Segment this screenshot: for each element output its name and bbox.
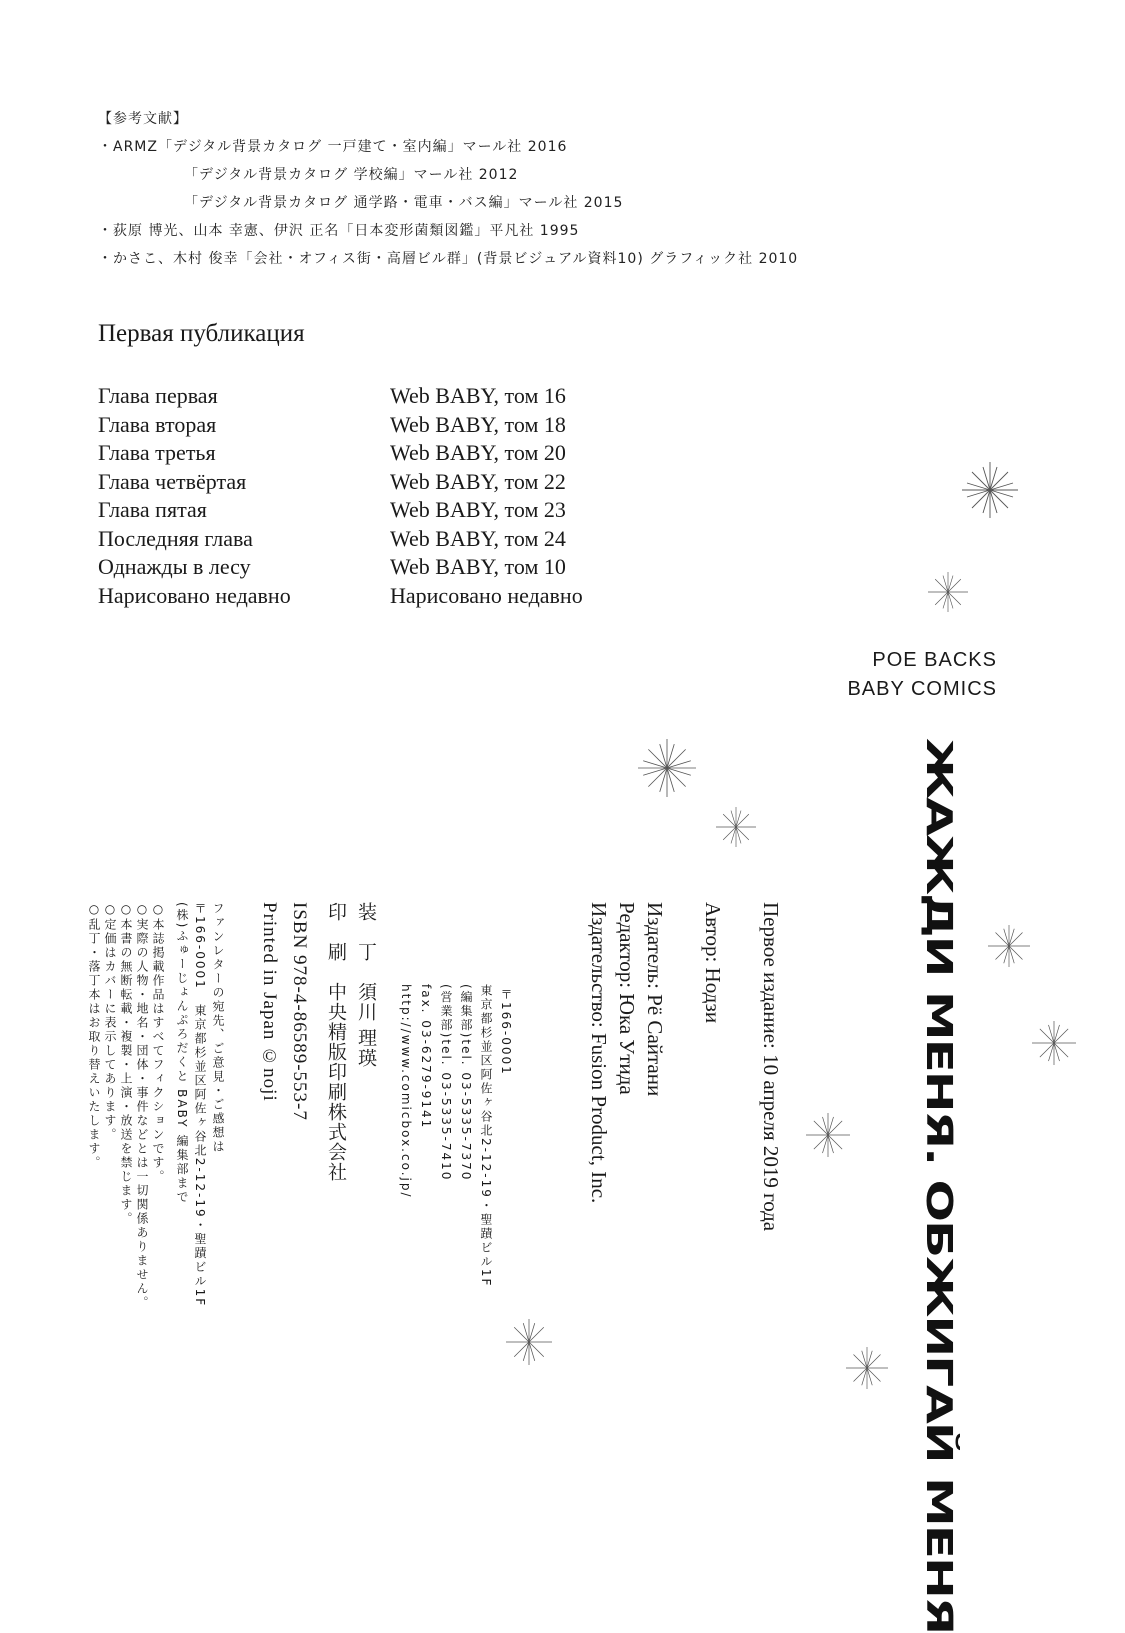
notice-line: ○本誌掲載作品はすべてフィクションです。 — [151, 902, 165, 1184]
chapter-source: Web BABY, том 24 — [390, 525, 566, 551]
reference-item: 「デジタル背景カタログ 通学路・電車・バス編」マール社 2015 — [184, 195, 624, 211]
printing-credit: 印 刷 中央精版印刷株式会社 — [325, 902, 346, 1182]
chapter-name: Глава четвёртая — [98, 468, 247, 494]
chapter-name: Нарисовано недавно — [98, 582, 291, 608]
sparkle-icon — [716, 806, 756, 848]
chapter-source: Нарисовано недавно — [390, 582, 583, 608]
chapter-source: Web BABY, том 18 — [390, 411, 566, 437]
first-publication-heading: Первая публикация — [98, 320, 305, 347]
chapter-source: Web BABY, том 10 — [390, 554, 566, 579]
reference-item: ・ARMZ「デジタル背景カタログ 一戸建て・室内編」マール社 2016 — [98, 139, 568, 155]
chapter-source: Web BABY, том 23 — [390, 497, 566, 522]
address-line: (編集部)tel. 03-5335-7370 — [459, 984, 473, 1182]
printed-in-japan: Printed in Japan ©noji — [259, 902, 280, 1102]
first-edition-date: Первое издание: 10 апреля 2019 года — [759, 902, 783, 1232]
chapter-name: Однажды в лесу — [98, 554, 251, 579]
series-line-2: BABY COMICS — [847, 678, 997, 700]
publication-row — [98, 382, 583, 411]
sparkle-icon — [988, 924, 1030, 968]
address-line: 東京都杉並区阿佐ヶ谷北2-12-19・聖蹟ビル1F — [479, 984, 493, 1288]
publication-row — [98, 411, 583, 440]
chapter-source: Web BABY, том 20 — [390, 440, 566, 465]
chapter-name: Глава третья — [98, 440, 216, 465]
chapter-name: Глава вторая — [98, 411, 217, 437]
notice-line: ○定価はカバーに表示してあります。 — [103, 902, 117, 1142]
fan-letter-line: (株)ふゅーじょんぷろだくと BABY 編集部まで — [175, 902, 189, 1205]
isbn: ISBN 978-4-86589-553-7 — [289, 902, 310, 1121]
publication-row — [98, 582, 583, 611]
notice-line: ○実際の人物・地名・団体・事件などとは一切関係ありません。 — [135, 902, 149, 1310]
notice-line: ○乱丁・落丁本はお取り替えいたします。 — [87, 902, 101, 1170]
references-heading: 【参考文献】 — [98, 111, 188, 127]
editor-credit: Редактор: Юка Утида — [615, 902, 639, 1095]
chapter-name: Последняя глава — [98, 525, 253, 551]
sparkle-icon — [506, 1318, 552, 1366]
notice-line: ○本書の無断転載・複製・上演・放送を禁じます。 — [119, 902, 133, 1226]
chapter-name: Глава первая — [98, 383, 218, 408]
address-line: fax. 03-6279-9141 — [419, 984, 433, 1130]
design-credit: 装 丁 須川 理瑛 — [355, 902, 376, 1068]
address-link: http://www.comicbox.co.jp/ — [399, 984, 413, 1199]
chapter-name: Глава пятая — [98, 497, 207, 522]
sparkle-icon — [928, 570, 968, 614]
address-line: (営業部)tel. 03-5335-7410 — [439, 984, 453, 1182]
sparkle-icon — [962, 462, 1018, 518]
series-label — [847, 646, 997, 704]
series-line-1: POE BACKS — [872, 649, 997, 671]
reference-item: ・かさこ、木村 俊幸「会社・オフィス街・高層ビル群」(背景ビジュアル資料10) グラフィック社 2010 — [98, 251, 799, 267]
publication-row — [98, 439, 583, 468]
publication-row — [98, 553, 583, 582]
publication-row — [98, 468, 583, 497]
reference-item: 「デジタル背景カタログ 学校編」マール社 2012 — [184, 167, 519, 183]
sparkle-icon — [1032, 1020, 1076, 1066]
publishing-house-credit: Издательство: Fusion Product, Inc. — [587, 902, 611, 1204]
references-block — [98, 105, 798, 273]
first-publication-table — [98, 382, 583, 610]
sparkle-icon — [638, 738, 696, 798]
fan-letter-line: 〒166-0001 東京都杉並区阿佐ヶ谷北2-12-19・聖蹟ビル1F — [193, 902, 207, 1308]
publication-row — [98, 525, 583, 554]
book-title: ЖАЖДИ МЕНЯ. ОБЖИГАЙ МЕНЯ — [918, 738, 960, 1633]
address-line: 〒166-0001 — [499, 988, 513, 1076]
author-credit: Автор: Нодзи — [701, 902, 725, 1024]
publisher-credit: Издатель: Рё Сайтани — [643, 902, 667, 1097]
sparkle-icon — [806, 1112, 850, 1158]
sparkle-icon — [846, 1346, 888, 1390]
fan-letter-line: ファンレターの宛先、ご意見・ご感想は — [211, 902, 225, 1154]
reference-item: ・荻原 博光、山本 幸憲、伊沢 正名「日本変形菌類図鑑」平凡社 1995 — [98, 223, 580, 239]
chapter-source: Web BABY, том 16 — [390, 383, 566, 408]
chapter-source: Web BABY, том 22 — [390, 468, 566, 494]
publication-row — [98, 496, 583, 525]
